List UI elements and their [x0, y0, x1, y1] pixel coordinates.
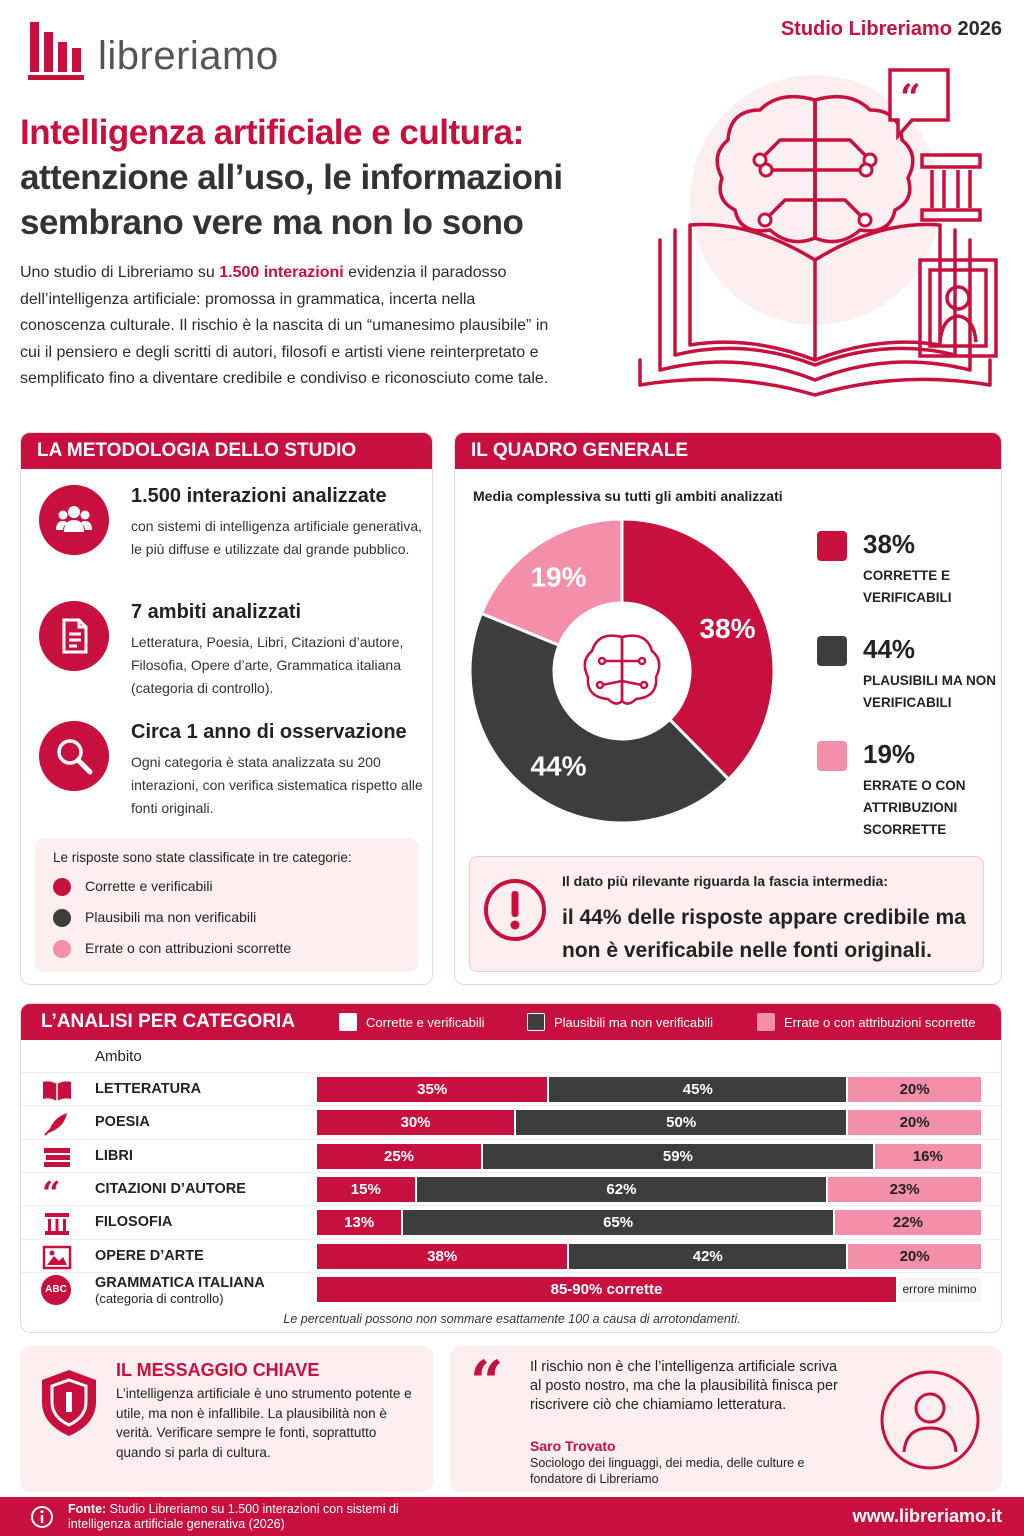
brand-name: libreriamo: [98, 34, 279, 78]
methodology-heading: LA METODOLOGIA DELLO STUDIO: [21, 433, 432, 469]
category-name: CITAZIONI D’AUTORE: [95, 1180, 246, 1197]
quote-mark-icon: “: [470, 1348, 504, 1416]
libreriamo-logo-icon: [28, 18, 88, 82]
bar-segment-correct: 30%: [317, 1110, 514, 1135]
overview-heading: IL QUADRO GENERALE: [455, 433, 1001, 469]
intro-paragraph: Uno studio di Libreriamo su 1.500 interazioni evidenzia il paradosso dell’intelligenza artificiale: promossa in grammatica, incerta nella conoscenza culturale. Il rischio è la nascita di un “umanesimo plausibile” in cui il pensiero e degli scritti di autori, filosofi e artisti viene reinterpretato e semplificato fino a diventare credibile e condiviso e riconosciuto come tale.: [20, 264, 549, 387]
bar-segment-plausible: 50%: [516, 1110, 846, 1135]
shield-icon: [40, 1368, 98, 1438]
bar-segment-wrong: 20%: [848, 1077, 981, 1102]
category-name: LETTERATURA: [95, 1081, 202, 1097]
classification-box: Le risposte sono state classificate in tre categorie: Corrette e verificabili Plausibili ma non verificabili Errate o con attribuzioni scorrette: [35, 838, 418, 972]
bar-segment-plausible: 45%: [549, 1077, 846, 1102]
painting-icon: [41, 1245, 73, 1269]
bar-segment-wrong: 16%: [875, 1144, 981, 1169]
table-row: [21, 1205, 1002, 1238]
svg-text:“: “: [900, 77, 921, 119]
key-insight-box: Il dato più rilevante riguarda la fascia intermedia: il 44% delle risposte appare credibile ma non è verificabile nelle fonti originali.: [469, 856, 984, 972]
brain-book-illustration: [630, 60, 1010, 405]
document-icon: [39, 601, 109, 671]
legend-wrong-chip: Errate o con attribuzioni scorrette: [757, 1013, 975, 1032]
table-row: [21, 1072, 1002, 1105]
website-link[interactable]: www.libreriamo.it: [852, 1506, 1002, 1526]
analysis-heading: L’ANALISI PER CATEGORIA: [41, 1011, 296, 1032]
book-icon: [41, 1078, 73, 1102]
donut-chart: [469, 511, 779, 831]
quote-panel: “ Il rischio non è che l’intelligenza artificiale scriva al posto nostro, ma che la plausibilità finisca per riscrivere ciò che chiamiamo letteratura. Saro Trovato Sociologo dei linguaggi, dei media, delle culture e fondatore di Libreriamo: [450, 1346, 1002, 1492]
category-name: GRAMMATICA ITALIANA (categoria di controllo): [95, 1274, 265, 1306]
bar-segment-plausible: 42%: [569, 1244, 846, 1269]
table-row: [21, 1105, 1002, 1138]
donut-label: 44%: [530, 750, 587, 782]
legend-correct-chip: Corrette e verificabili: [339, 1013, 485, 1032]
bar-segment-residual: errore minimo: [898, 1277, 981, 1302]
abc-icon: ABC: [41, 1278, 73, 1302]
stacked-bar: [317, 1210, 981, 1235]
exclamation-icon: [482, 877, 548, 943]
info-icon: [30, 1505, 54, 1529]
category-analysis-panel: [20, 1003, 1002, 1333]
donut-label: 38%: [699, 612, 756, 644]
class-correct: Corrette e verificabili: [53, 878, 213, 900]
bar-segment-correct: 35%: [317, 1077, 547, 1102]
table-row: [21, 1172, 1002, 1205]
feather-icon: [41, 1111, 73, 1135]
class-wrong: Errate o con attribuzioni scorrette: [53, 940, 291, 962]
search-icon: [39, 721, 109, 791]
users-icon: [39, 485, 109, 555]
table-row: [21, 1139, 1002, 1172]
stacked-bar: [317, 1177, 981, 1202]
bar-segment-wrong: 22%: [835, 1210, 981, 1235]
bar-segment-plausible: 59%: [483, 1144, 873, 1169]
quote-icon: [41, 1178, 73, 1202]
category-name: OPERE D’ARTE: [95, 1247, 204, 1264]
bar-segment-plausible: 62%: [417, 1177, 827, 1202]
column-icon: [41, 1211, 73, 1235]
overview-panel: IL QUADRO GENERALE Media complessiva su tutti gli ambiti analizzati 38% 44% 19% 38% CORRETTE E VERIFICABILI 44% PLAUSIBILI MA NON VERIFICABILI 19% ERRATE O CON ATTRIBUZIONI SCORRETTE Il dato più rilevante riguarda la fascia intermedia: il 44% delle risposte appare credibile ma non è verificabile nelle fonti originali.: [454, 432, 1002, 985]
studio-tag: Studio Libreriamo 2026: [780, 18, 1002, 40]
category-name: LIBRI: [95, 1147, 133, 1164]
methodology-panel: LA METODOLOGIA DELLO STUDIO 1.500 interazioni analizzate con sistemi di intelligenza artificiale generativa, le più diffuse e utilizzate dal grande pubblico. 7 ambiti analizzati Letteratura, Poesia, Libri, Citazioni d’autore, Filosofia, Opere d’arte, Grammatica italiana (categoria di controllo). Circa 1 anno di osservazione Ogni categoria è stata analizzata su 200 interazioni, con verifica sistematica rispetto alle fonti originali. Le risposte sono state classificate in tre categorie: Corrette e verificabili Plausibili ma non verificabili Errate o con attribuzioni scorrette: [20, 432, 433, 985]
bar-segment-plausible: 65%: [403, 1210, 833, 1235]
stacked-bar: [317, 1144, 981, 1169]
page-title: Intelligenza artificiale e cultura: attenzione all’uso, le informazioni sembrano vere ma non lo sono: [20, 113, 563, 242]
person-avatar-icon: [878, 1368, 982, 1472]
bar-segment-correct: 15%: [317, 1177, 415, 1202]
column-header-ambito: Ambito: [95, 1048, 142, 1065]
category-name: FILOSOFIA: [95, 1214, 173, 1231]
key-message-panel: IL MESSAGGIO CHIAVE L’intelligenza artificiale è uno strumento potente e utile, ma non è infallibile. La plausibilità non è verità. Verificare sempre le fonti, soprattutto quando si parla di cultura.: [20, 1346, 433, 1492]
bar-segment-wrong: 20%: [848, 1244, 981, 1269]
bar-segment-correct: 25%: [317, 1144, 481, 1169]
stacked-bar: [317, 1277, 981, 1302]
bar-segment-wrong: 23%: [828, 1177, 981, 1202]
rounding-note: Le percentuali possono non sommare esattamente 100 a causa di arrotondamenti.: [283, 1312, 741, 1326]
category-note: (categoria di controllo): [95, 1290, 224, 1306]
legend-plausible-chip: Plausibili ma non verificabili: [527, 1013, 713, 1032]
bar-segment-correct: 85-90% corrette: [317, 1277, 896, 1302]
brain-icon: [585, 636, 659, 704]
bar-segment-correct: 38%: [317, 1244, 567, 1269]
bar-segment-correct: 13%: [317, 1210, 401, 1235]
footer: [0, 1497, 1024, 1536]
books-stack-icon: [41, 1145, 73, 1169]
table-row: [21, 1272, 1002, 1305]
bar-segment-wrong: 20%: [848, 1110, 981, 1135]
stacked-bar: [317, 1077, 981, 1102]
table-row: [21, 1239, 1002, 1272]
category-name: POESIA: [95, 1114, 150, 1131]
donut-label: 19%: [530, 561, 587, 593]
class-plausible: Plausibili ma non verificabili: [53, 909, 256, 931]
stacked-bar: [317, 1110, 981, 1135]
svg-text:“: “: [42, 1177, 61, 1204]
source-note: Fonte: Studio Libreriamo su 1.500 interazioni con sistemi di intelligenza artificiale generativa (2026): [68, 1502, 399, 1531]
stacked-bar: [317, 1244, 981, 1269]
